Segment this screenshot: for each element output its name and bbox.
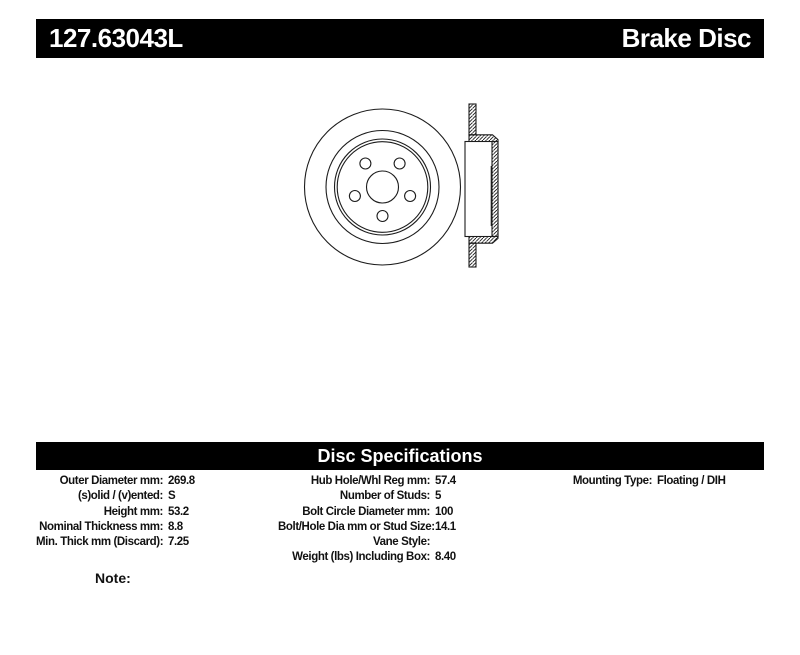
spec-section-title: Disc Specifications [317, 445, 483, 466]
spec-row-outer-diameter [36, 474, 286, 489]
spec-column-left [36, 474, 286, 550]
spec-row-solid-vented [36, 489, 286, 504]
brake-disc-front-view [305, 109, 461, 265]
spec-label: Hub Hole/Whl Reg mm: [310, 475, 430, 487]
stud-hole [377, 211, 388, 222]
spec-row-weight [278, 550, 548, 565]
spec-value: 100 [435, 505, 453, 518]
stud-hole [394, 158, 405, 169]
spec-value: 7.25 [168, 536, 189, 549]
spec-label: Vane Style: [373, 536, 430, 549]
spec-row-min-thickness [36, 535, 286, 550]
spec-label: Mounting Type: [572, 475, 652, 487]
spec-row-hub-hole [278, 474, 548, 489]
spec-label: Min. Thick mm (Discard): [36, 536, 164, 549]
hat-edge-circle-inner [337, 142, 428, 233]
brake-disc-technical-drawing [280, 90, 520, 285]
stud-hole [360, 158, 371, 169]
part-number: 127.63043L [49, 23, 183, 53]
spec-row-number-of-studs [278, 489, 548, 504]
spec-value: 8.40 [435, 551, 456, 564]
outer-diameter-circle [305, 109, 461, 265]
rotor-plate-bottom-section [469, 243, 476, 267]
spec-value: 269.8 [168, 475, 195, 487]
spec-value: S [168, 490, 176, 503]
spec-value: 14.1 [435, 520, 456, 533]
header-bar [36, 19, 764, 58]
spec-row-bolt-circle-diameter [278, 505, 548, 520]
spec-value: 57.4 [435, 475, 456, 487]
spec-label: Outer Diameter mm: [59, 475, 163, 487]
spec-column-right [538, 474, 778, 489]
spec-value: 8.8 [168, 520, 183, 533]
spec-row-bolt-hole-dia [278, 520, 548, 535]
braking-surface-inner-circle [326, 131, 439, 244]
spec-row-vane-style [278, 535, 548, 550]
hat-flange-top-section [469, 135, 498, 142]
spec-label: Height mm: [103, 505, 163, 518]
spec-label: Nominal Thickness mm: [39, 520, 163, 533]
spec-row-height [36, 505, 286, 520]
spec-label: Number of Studs: [339, 490, 430, 503]
spec-label: (s)olid / (v)ented: [77, 490, 163, 503]
stud-hole [349, 191, 360, 202]
spec-value: 53.2 [168, 505, 189, 518]
rotor-plate-top-section [469, 104, 476, 135]
spec-column-middle [278, 474, 548, 566]
spec-label: Bolt Circle Diameter mm: [302, 505, 430, 518]
spec-value: Floating / DIH [657, 475, 726, 487]
spec-row-mounting-type [538, 474, 778, 489]
stud-hole [405, 191, 416, 202]
spec-section-bar [36, 442, 764, 470]
note-label: Note: [95, 570, 131, 586]
spec-label: Bolt/Hole Dia mm or Stud Size: [278, 520, 435, 533]
spec-row-nominal-thickness [36, 520, 286, 535]
hat-flange-bottom-section [469, 237, 498, 244]
spec-value: 5 [435, 490, 441, 503]
mounting-face-section [492, 142, 498, 237]
hat-edge-circle-outer [335, 139, 431, 235]
brake-disc-cross-section-side-view [465, 104, 498, 267]
hub-bore-circle [367, 171, 399, 203]
spec-label: Weight (lbs) Including Box: [292, 551, 430, 564]
product-name: Brake Disc [621, 23, 751, 53]
